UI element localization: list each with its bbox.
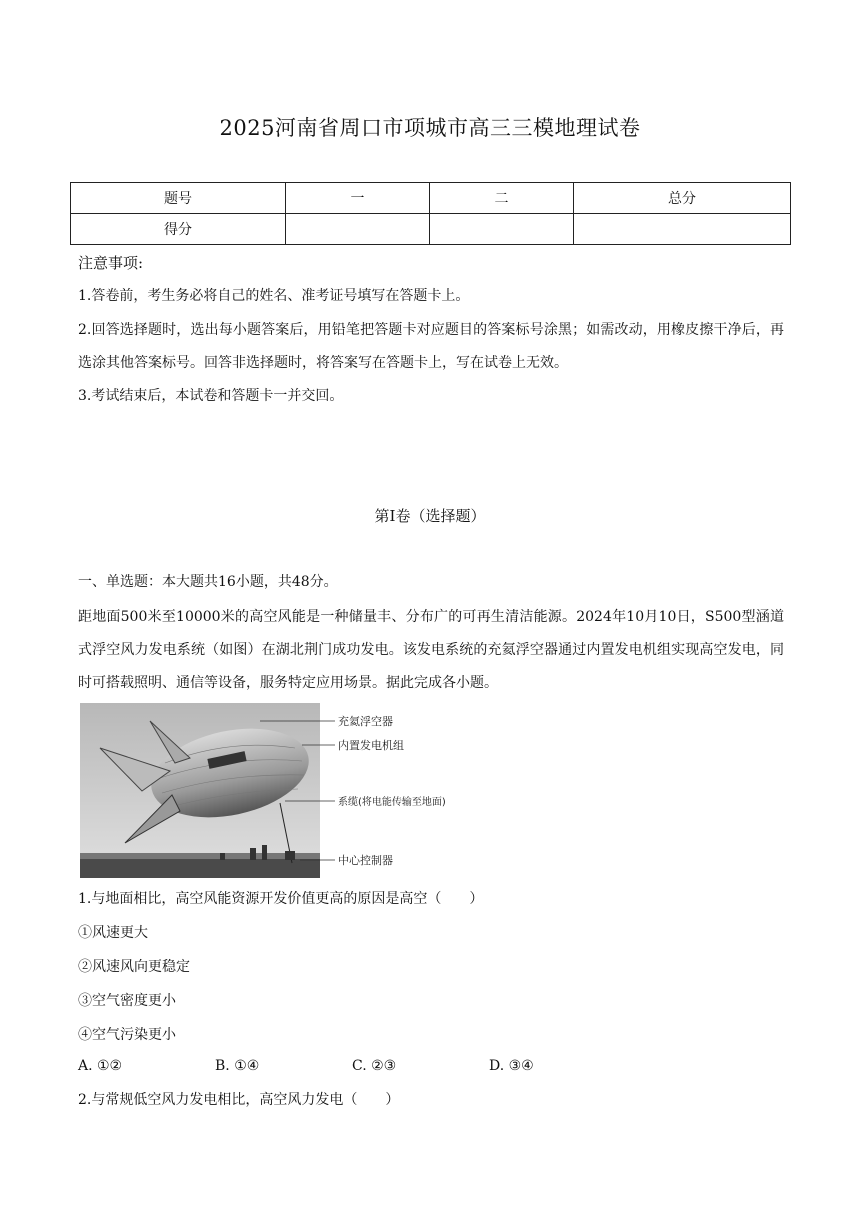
score-table-header: 二: [430, 183, 574, 214]
figure-label: 系缆(将电能传输至地面): [338, 797, 446, 808]
score-cell: [574, 214, 791, 245]
score-table-score-row: [71, 214, 791, 245]
passage-text: 距地面500米至10000米的高空风能是一种储量丰、分布广的可再生清洁能源。2024年10月10日，S500型涵道式浮空风力发电系统（如图）在湖北荆门成功发电。该发电系统的充氦浮空器通过内置发电机组实现高空发电，同时可搭载照明、通信等设备，服务特定应用场景。据此完成各小题。: [78, 609, 784, 691]
option-b: B. ①④: [215, 1058, 260, 1074]
score-cell: [430, 214, 574, 245]
note-item-1: 1.答卷前，考生务必将自己的姓名、准考证号填写在答题卡上。: [78, 288, 470, 304]
note-item-3: 3.考试结束后，本试卷和答题卡一并交回。: [78, 388, 344, 404]
section-title: 第I卷（选择题）: [374, 507, 486, 525]
option-a: A. ①②: [78, 1058, 123, 1074]
figure-label: 充氦浮空器: [338, 715, 393, 728]
question-2-stem: 2.与常规低空风力发电相比，高空风力发电（ ）: [78, 1092, 400, 1108]
exam-title: 2025河南省周口市项城市高三三模地理试卷: [219, 116, 641, 140]
figure-label: 中心控制器: [338, 854, 393, 867]
option-d: D. ③④: [489, 1058, 534, 1074]
part-one-heading: 一、单选题：本大题共16小题，共48分。: [78, 574, 338, 590]
notes-heading: 注意事项:: [78, 254, 144, 272]
score-table-header: 题号: [71, 183, 286, 214]
score-table-header-row: [71, 183, 791, 214]
question-1-item: ④空气污染更小: [78, 1027, 176, 1043]
score-table: [70, 182, 791, 245]
option-c: C. ②③: [352, 1058, 397, 1074]
score-table-header: 总分: [574, 183, 791, 214]
score-table-header: 一: [286, 183, 430, 214]
question-1-options: [78, 1058, 778, 1074]
note-item-2: 2.回答选择题时，选出每小题答案后，用铅笔把答题卡对应题目的答案标号涂黑；如需改动，用橡皮擦干净后，再选涂其他答案标号。回答非选择题时，将答案写在答题卡上，写在试卷上无效。: [78, 322, 784, 371]
score-cell: [286, 214, 430, 245]
score-row-label: 得分: [71, 214, 286, 245]
question-1-item: ①风速更大: [78, 925, 148, 941]
question-1-item: ③空气密度更小: [78, 993, 176, 1009]
airship-figure: [80, 703, 446, 878]
figure-label: 内置发电机组: [338, 739, 404, 752]
airship-illustration: [80, 703, 446, 878]
question-1-item: ②风速风向更稳定: [78, 959, 190, 975]
question-1-stem: 1.与地面相比，高空风能资源开发价值更高的原因是高空（ ）: [78, 891, 484, 907]
